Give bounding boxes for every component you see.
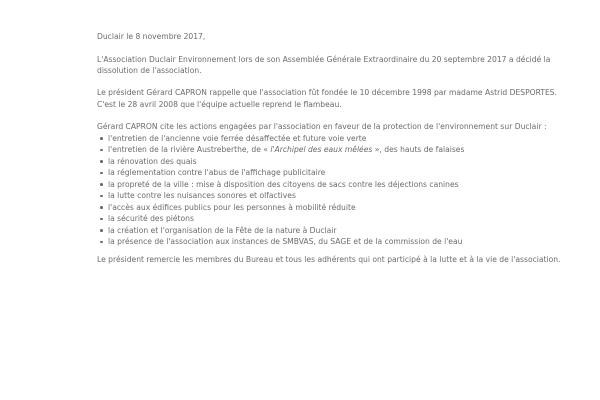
action-item: l'accès aux édifices publics pour les personnes à mobilité réduite <box>108 202 567 214</box>
history-line-1: Le président Gérard CAPRON rappelle que l'association fût fondée le 10 décembre 1998 par madame Astrid DESPORTES. <box>97 88 558 97</box>
action-item-prefix: l'entretien de la rivière Austreberthe, de « <box>108 145 271 154</box>
archipel-title: l'Archipel des eaux mêlées <box>270 145 373 154</box>
action-item: l'entretien de l'ancienne voie ferrée désaffectée et future voie verte <box>108 133 567 145</box>
action-item: la réglementation contre l'abus de l'affichage publicitaire <box>108 167 567 179</box>
action-item-suffix: », des hauts de falaises <box>372 145 465 154</box>
actions-list <box>97 133 567 248</box>
letter-content <box>97 31 567 276</box>
closing-paragraph: Le président remercie les membres du Bureau et tous les adhérents qui ont participé à la lutte et à la vie de l'association. <box>97 254 561 264</box>
action-item: la sécurité des piétons <box>108 213 567 225</box>
dissolution-paragraph <box>97 54 567 77</box>
action-item: la lutte contre les nuisances sonores et olfactives <box>108 190 567 202</box>
history-line-2: C'est le 28 avril 2008 que l'équipe actuelle reprend le flambeau. <box>97 99 342 109</box>
date-line: Duclair le 8 novembre 2017, <box>97 32 206 41</box>
action-item: la création et l'organisation de la Fête de la nature à Duclair <box>108 225 567 237</box>
actions-intro: Gérard CAPRON cite les actions engagées par l'association en faveur de la protection de l'environnement sur Duclair : <box>97 121 547 131</box>
history-paragraph <box>97 87 567 110</box>
action-item: la propreté de la ville : mise à disposition des citoyens de sacs contre les déjections canines <box>108 179 567 191</box>
dissolution-line-1: L'Association Duclair Environnement lors de son Assemblée Générale Extraordinaire du 20 septembre 2017 a décidé la <box>97 54 551 64</box>
action-item <box>108 144 567 156</box>
dissolution-line-2: dissolution de l'association. <box>97 66 202 75</box>
action-item: la présence de l'association aux instances de SMBVAS, du SAGE et de la commission de l'eau <box>108 236 567 248</box>
action-item: la rénovation des quais <box>108 156 567 168</box>
